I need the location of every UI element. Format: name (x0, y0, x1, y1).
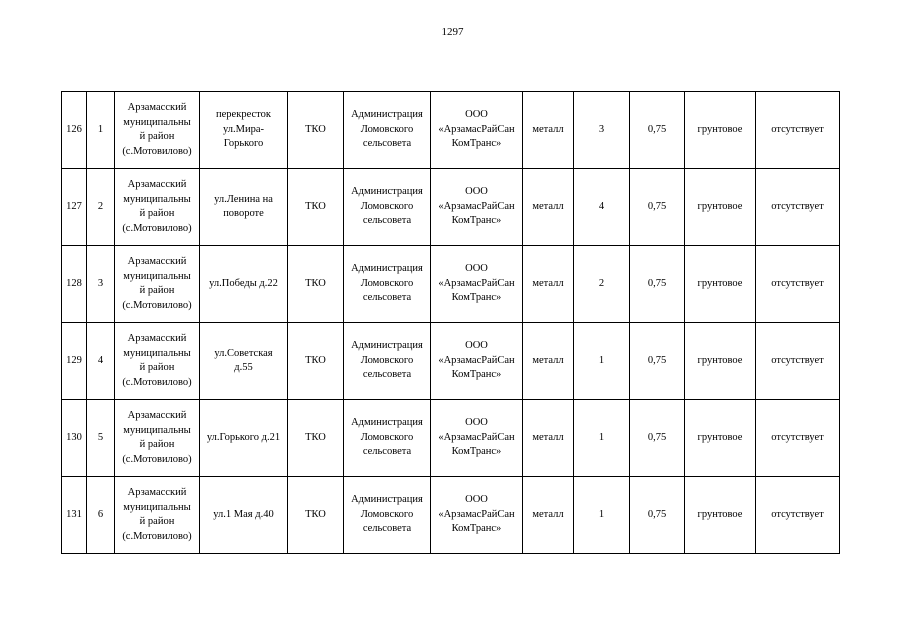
district-line: й район (139, 439, 175, 450)
address-line: ул.Советская (214, 347, 273, 359)
operator-line: «АрзамасРайСан (438, 354, 515, 366)
district-cell (115, 246, 200, 323)
volume-cell: 0,75 (630, 323, 685, 400)
district-line: Арзамасский (127, 256, 187, 267)
material-cell: металл (523, 92, 574, 169)
district-cell (115, 92, 200, 169)
operator-line: ООО (465, 263, 488, 275)
district-line: Арзамасский (127, 333, 187, 344)
district-line: й район (139, 285, 175, 296)
owner-line: Ломовского (360, 123, 414, 135)
operator-line: КомТранс» (451, 523, 502, 535)
owner-line: Администрация (351, 340, 423, 352)
district-cell (115, 323, 200, 400)
address-cell (200, 169, 288, 246)
surface-cell: грунтовое (685, 323, 756, 400)
district-line: Арзамасский (127, 102, 187, 113)
container-count-cell: 3 (574, 92, 630, 169)
operator-line: «АрзамасРайСан (438, 200, 515, 212)
surface-cell: грунтовое (685, 477, 756, 554)
owner-line: сельсовета (362, 369, 412, 381)
district-line: й район (139, 362, 175, 373)
fence-cell: отсутствует (756, 400, 840, 477)
operator-line: КомТранс» (451, 446, 502, 458)
material-cell: металл (523, 323, 574, 400)
address-line: повороте (223, 208, 264, 219)
address-cell (200, 477, 288, 554)
district-line: муниципальны (123, 347, 191, 359)
table-row (62, 169, 840, 246)
operator-cell (431, 92, 523, 169)
table-body (62, 92, 840, 554)
owner-cell (344, 246, 431, 323)
district-cell (115, 477, 200, 554)
address-cell (200, 323, 288, 400)
owner-line: Ломовского (360, 200, 414, 212)
owner-line: Администрация (351, 263, 423, 275)
address-cell (200, 400, 288, 477)
district-line: муниципальны (123, 116, 191, 128)
volume-cell: 0,75 (630, 92, 685, 169)
district-line: муниципальны (123, 501, 191, 513)
container-count-cell: 1 (574, 323, 630, 400)
material-cell: металл (523, 400, 574, 477)
owner-line: сельсовета (362, 138, 412, 150)
address-line: ул.Ленина на (214, 193, 273, 205)
district-line: Арзамасский (127, 179, 187, 190)
operator-line: ООО (465, 109, 488, 121)
row-number-cell: 130 (62, 400, 87, 477)
district-line: (с.Мотовилово) (122, 453, 192, 465)
owner-cell (344, 169, 431, 246)
row-number-cell: 127 (62, 169, 87, 246)
waste-type-cell: ТКО (288, 400, 344, 477)
table-row (62, 92, 840, 169)
owner-cell (344, 477, 431, 554)
container-sites-table (61, 91, 840, 554)
district-line: й район (139, 131, 175, 142)
operator-line: ООО (465, 340, 488, 352)
owner-line: Ломовского (360, 431, 414, 443)
owner-cell (344, 323, 431, 400)
material-cell: металл (523, 246, 574, 323)
owner-line: Администрация (351, 417, 423, 429)
fence-cell: отсутствует (756, 169, 840, 246)
surface-cell: грунтовое (685, 246, 756, 323)
fence-cell: отсутствует (756, 323, 840, 400)
container-count-cell: 1 (574, 477, 630, 554)
volume-cell: 0,75 (630, 246, 685, 323)
address-line: перекресток (216, 109, 271, 121)
owner-line: сельсовета (362, 523, 412, 535)
district-line: Арзамасский (127, 487, 187, 498)
fence-cell: отсутствует (756, 477, 840, 554)
owner-line: Администрация (351, 494, 423, 506)
district-line: (с.Мотовилово) (122, 145, 192, 157)
operator-line: КомТранс» (451, 292, 502, 304)
row-index-cell: 5 (87, 400, 115, 477)
material-cell: металл (523, 169, 574, 246)
operator-line: ООО (465, 494, 488, 506)
address-line: д.55 (234, 362, 253, 373)
table-row (62, 477, 840, 554)
operator-cell (431, 246, 523, 323)
owner-line: Администрация (351, 186, 423, 198)
address-line: ул.Победы д.22 (209, 277, 278, 289)
row-index-cell: 3 (87, 246, 115, 323)
district-line: муниципальны (123, 193, 191, 205)
district-line: Арзамасский (127, 410, 187, 421)
waste-type-cell: ТКО (288, 477, 344, 554)
district-line: й район (139, 208, 175, 219)
district-line: (с.Мотовилово) (122, 299, 192, 311)
district-line: муниципальны (123, 270, 191, 282)
waste-type-cell: ТКО (288, 92, 344, 169)
owner-line: сельсовета (362, 446, 412, 458)
operator-line: «АрзамасРайСан (438, 508, 515, 520)
operator-line: ООО (465, 186, 488, 198)
material-cell: металл (523, 477, 574, 554)
owner-line: Администрация (351, 109, 423, 121)
owner-line: Ломовского (360, 354, 414, 366)
row-number-cell: 131 (62, 477, 87, 554)
operator-line: КомТранс» (451, 215, 502, 227)
district-cell (115, 400, 200, 477)
fence-cell: отсутствует (756, 246, 840, 323)
operator-cell (431, 169, 523, 246)
operator-line: «АрзамасРайСан (438, 431, 515, 443)
owner-cell (344, 92, 431, 169)
fence-cell: отсутствует (756, 92, 840, 169)
address-cell (200, 246, 288, 323)
address-line: Горького (223, 138, 264, 150)
container-count-cell: 1 (574, 400, 630, 477)
surface-cell: грунтовое (685, 169, 756, 246)
surface-cell: грунтовое (685, 400, 756, 477)
address-line: ул.Горького д.21 (206, 431, 281, 443)
owner-line: сельсовета (362, 215, 412, 227)
volume-cell: 0,75 (630, 169, 685, 246)
table-row (62, 246, 840, 323)
owner-line: Ломовского (360, 277, 414, 289)
owner-line: сельсовета (362, 292, 412, 304)
district-cell (115, 169, 200, 246)
waste-type-cell: ТКО (288, 323, 344, 400)
row-number-cell: 126 (62, 92, 87, 169)
table-row (62, 323, 840, 400)
container-count-cell: 2 (574, 246, 630, 323)
operator-line: «АрзамасРайСан (438, 123, 515, 135)
operator-cell (431, 477, 523, 554)
operator-line: ООО (465, 417, 488, 429)
container-count-cell: 4 (574, 169, 630, 246)
operator-line: «АрзамасРайСан (438, 277, 515, 289)
owner-cell (344, 400, 431, 477)
district-line: (с.Мотовилово) (122, 530, 192, 542)
operator-cell (431, 323, 523, 400)
row-index-cell: 2 (87, 169, 115, 246)
volume-cell: 0,75 (630, 400, 685, 477)
operator-line: КомТранс» (451, 369, 502, 381)
address-cell (200, 92, 288, 169)
waste-type-cell: ТКО (288, 246, 344, 323)
row-number-cell: 129 (62, 323, 87, 400)
row-index-cell: 4 (87, 323, 115, 400)
owner-line: Ломовского (360, 508, 414, 520)
page-number: 1297 (441, 26, 464, 38)
operator-line: КомТранс» (451, 138, 502, 150)
operator-cell (431, 400, 523, 477)
row-index-cell: 1 (87, 92, 115, 169)
row-number-cell: 128 (62, 246, 87, 323)
surface-cell: грунтовое (685, 92, 756, 169)
row-index-cell: 6 (87, 477, 115, 554)
volume-cell: 0,75 (630, 477, 685, 554)
waste-type-cell: ТКО (288, 169, 344, 246)
district-line: муниципальны (123, 424, 191, 436)
address-line: ул.Мира- (222, 123, 264, 135)
district-line: (с.Мотовилово) (122, 222, 192, 234)
district-line: (с.Мотовилово) (122, 376, 192, 388)
table-row (62, 400, 840, 477)
district-line: й район (139, 516, 175, 527)
address-line: ул.1 Мая д.40 (213, 508, 274, 520)
